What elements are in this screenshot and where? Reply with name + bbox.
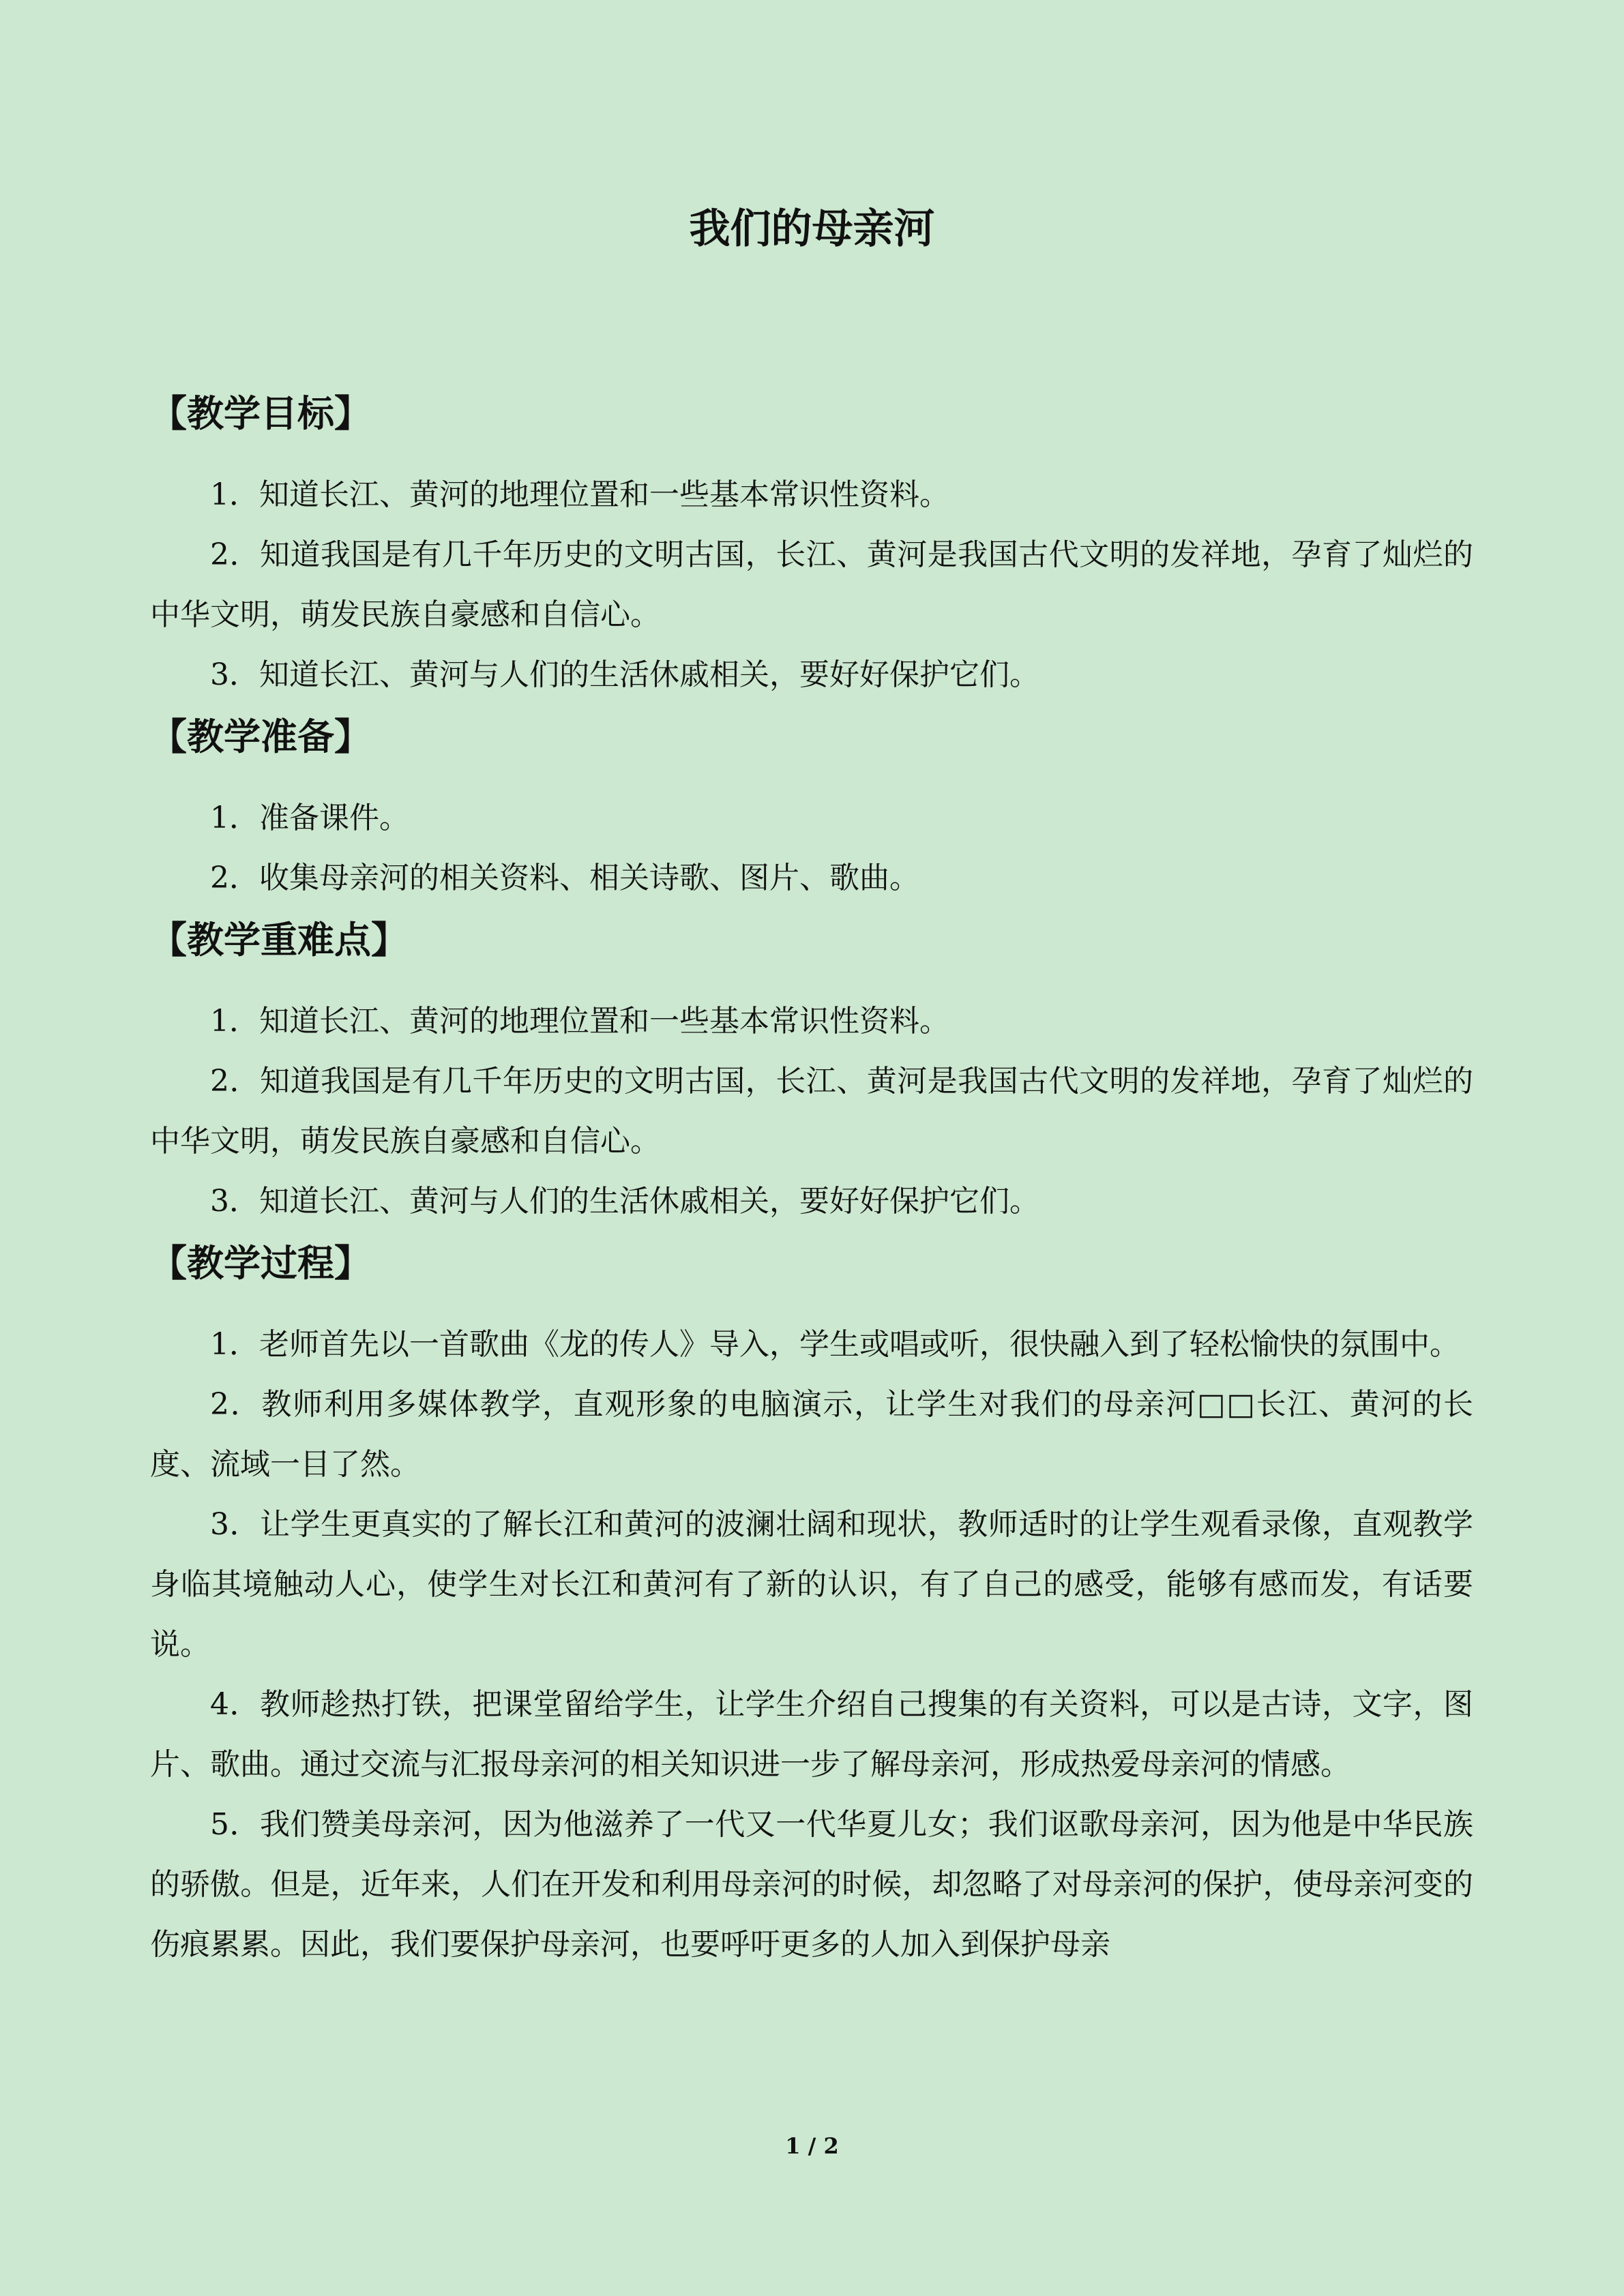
paragraph: 1．知道长江、黄河的地理位置和一些基本常识性资料。 [210, 477, 949, 512]
paragraph: 2．收集母亲河的相关资料、相关诗歌、图片、歌曲。 [210, 861, 919, 895]
paragraph: 4．教师趁热打铁，把课堂留给学生，让学生介绍自己搜集的有关资料，可以是古诗，文字，图片、歌曲。通过交流与汇报母亲河的相关知识进一步了解母亲河，形成热爱母亲河的情感。 [150, 1687, 1473, 1782]
document-title: 我们的母亲河 [689, 205, 935, 253]
paragraph: 2．知道我国是有几千年历史的文明古国，长江、黄河是我国古代文明的发祥地，孕育了灿烂的中华文明，萌发民族自豪感和自信心。 [150, 1064, 1473, 1159]
paragraph: 1．知道长江、黄河的地理位置和一些基本常识性资料。 [210, 1004, 949, 1039]
section-heading-process: 【教学过程】 [150, 1241, 371, 1285]
section-heading-preparation: 【教学准备】 [150, 715, 371, 758]
section-heading-objectives: 【教学目标】 [150, 391, 371, 435]
paragraph: 5．我们赞美母亲河，因为他滋养了一代又一代华夏儿女；我们讴歌母亲河，因为他是中华民族的骄傲。但是，近年来，人们在开发和利用母亲河的时候，却忽略了对母亲河的保护，使母亲河变的伤痕累累。因此，我们要保护母亲河，也要呼吁更多的人加入到保护母亲 [150, 1807, 1473, 1962]
paragraph: 1．老师首先以一首歌曲《龙的传人》导入，学生或唱或听，很快融入到了轻松愉快的氛围中。 [210, 1327, 1460, 1362]
document-body [150, 382, 1473, 1975]
paragraph: 2．知道我国是有几千年历史的文明古国，长江、黄河是我国古代文明的发祥地，孕育了灿烂的中华文明，萌发民族自豪感和自信心。 [150, 537, 1473, 632]
paragraph: 1．准备课件。 [210, 801, 409, 835]
page-number: 1 / 2 [785, 2133, 839, 2159]
paragraph: 2．教师利用多媒体教学，直观形象的电脑演示，让学生对我们的母亲河□□长江、黄河的长度、流域一目了然。 [150, 1387, 1473, 1482]
paragraph: 3．知道长江、黄河与人们的生活休戚相关，要好好保护它们。 [210, 1184, 1039, 1219]
section-heading-key-points: 【教学重难点】 [150, 918, 408, 961]
paragraph: 3．让学生更真实的了解长江和黄河的波澜壮阔和现状，教师适时的让学生观看录像，直观教学身临其境触动人心，使学生对长江和黄河有了新的认识，有了自己的感受，能够有感而发，有话要说。 [150, 1507, 1473, 1662]
paragraph: 3．知道长江、黄河与人们的生活休戚相关，要好好保护它们。 [210, 657, 1039, 692]
